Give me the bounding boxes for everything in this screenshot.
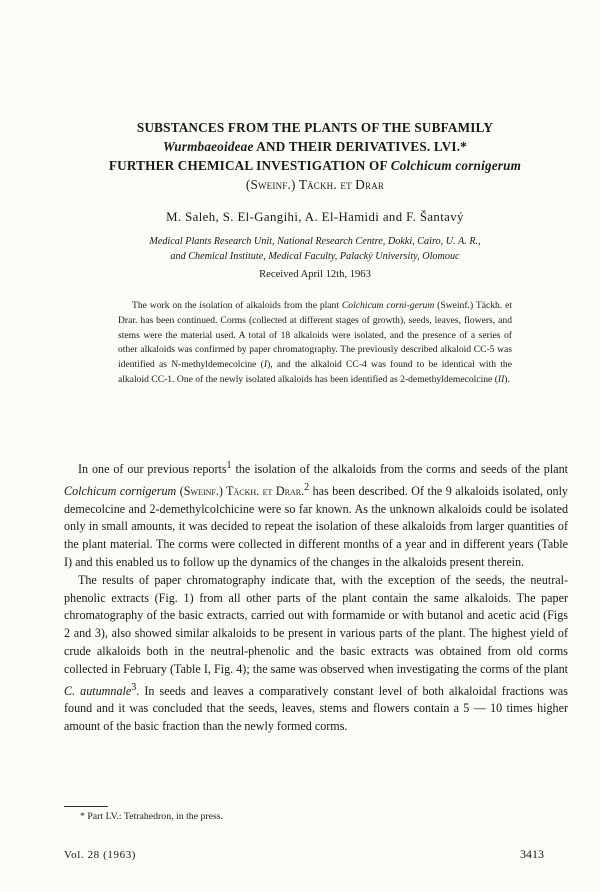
para1-text-b: the isolation of the alkaloids from the corms and seeds of the plant <box>231 462 568 477</box>
para1-text-d: has been described. Of the 9 alkaloids isolated, only demecolcine and 2-demethylcolchicine were so far known. As the unknown alkaloids could be isolated only in small amounts, it was decided to repeat the isolation of these alkaloids from larger quantities of the plant material. The corms were collected in different months of a year and in different years (Table I) and this enabled us to follow up the dynamics of the changes in the alkaloids present therein. <box>64 483 568 570</box>
title-authority-2: Drar <box>355 177 385 192</box>
body-paragraph-2 <box>64 572 568 736</box>
abstract-text-3: ), and the alkaloid CC-4 was found to be identical with the alkaloid CC-1. One of the newly isolated alkaloids has been identified as 2-demethyldemecolcine ( <box>118 359 512 385</box>
title-authority-1: (Sweinf.) Täckh. <box>245 177 337 192</box>
para2-species-italic: C. autumnale <box>64 683 132 698</box>
title-line-2-rest: AND THEIR DERIVATIVES. LVI.* <box>253 139 467 154</box>
abstract-species-italic: Colchicum corni-gerum <box>341 300 435 311</box>
footnote-rule <box>64 806 108 807</box>
para1-text-a: In one of our previous reports <box>78 462 227 477</box>
title-species-italic: Colchicum cornigerum <box>390 158 522 173</box>
abstract <box>118 299 512 388</box>
abstract-text-1: The work on the isolation of alkaloids from the plant <box>132 300 342 311</box>
article-title <box>80 118 550 194</box>
affiliation-line-1: Medical Plants Research Unit, National Research Centre, Dokki, Cairo, U. A. R., <box>149 236 481 247</box>
citation-3: 3 <box>131 681 137 693</box>
journal-volume: Vol. 28 (1963) <box>64 849 137 861</box>
body-paragraph-1 <box>64 457 568 572</box>
para1-authority: (Sweinf.) Täckh. et Drar. <box>176 483 305 498</box>
abstract-text-2: (Sweinf.) Täckh. et Drar. has been continued. Corms (collected at different stages of growth), seeds, leaves, flowers, and stems were the material used. A total of 18 alkaloids were isolated, and the presence of a series of other alkaloids was confirmed by paper chromatography. The previously described alkaloid CC-5 was identified as N-methyldemecolcine ( <box>118 300 512 371</box>
title-line-1: SUBSTANCES FROM THE PLANTS OF THE SUBFAMILY <box>136 120 494 135</box>
title-et: et <box>336 177 356 192</box>
abstract-text-4: ). <box>504 373 510 385</box>
body-text <box>64 457 568 736</box>
title-taxon-italic: Wurmbaeoideae <box>163 139 254 154</box>
received-date: Received April 12th, 1963 <box>259 269 371 280</box>
affiliation-line-2: and Chemical Institute, Medical Faculty, Palacký University, Olomouc <box>170 251 460 262</box>
title-line-3-main: FURTHER CHEMICAL INVESTIGATION OF <box>108 158 391 173</box>
citation-1: 1 <box>226 460 232 471</box>
title-line-2 <box>80 137 550 156</box>
title-line-4 <box>80 175 550 194</box>
title-line-3 <box>80 156 550 175</box>
para2-text-a: The results of paper chromatography indicate that, with the exception of the seeds, the neutral-phenolic extracts (Fig. 1) from all other parts of the plant contain the same alkaloids. The paper chromatography of the basic extracts, carried out with formamide or with butanol and acetic acid (Figs 2 and 3), also showed similar alkaloids to be present in various parts of the plant. The highest yield of crude alkaloids both in the neutral-phenolic and the basic extracts was obtained from old corms collected in February (Table I, Fig. 4); the same was observed when investigating the corms of the plant <box>64 572 568 676</box>
footnote: * Part LV.: Tetrahedron, in the press. <box>80 811 224 822</box>
para2-text-b: . In seeds and leaves a comparatively constant level of both alkaloidal fractions was found and it was concluded that the seeds, leaves, stems and flowers contain a 5 — 10 times higher amount of the basic fraction than the newly formed corms. <box>64 683 569 734</box>
abstract-compound-I: I <box>263 359 268 371</box>
page-number: 3413 <box>520 847 544 861</box>
para1-species-italic: Colchicum cornigerum <box>64 483 177 498</box>
abstract-compound-II: II <box>497 373 505 385</box>
citation-2: 2 <box>304 481 310 493</box>
authors: M. Saleh, S. El-Gangihi, A. El-Hamidi and F. Šantavý <box>166 210 464 224</box>
affiliation <box>80 234 550 264</box>
